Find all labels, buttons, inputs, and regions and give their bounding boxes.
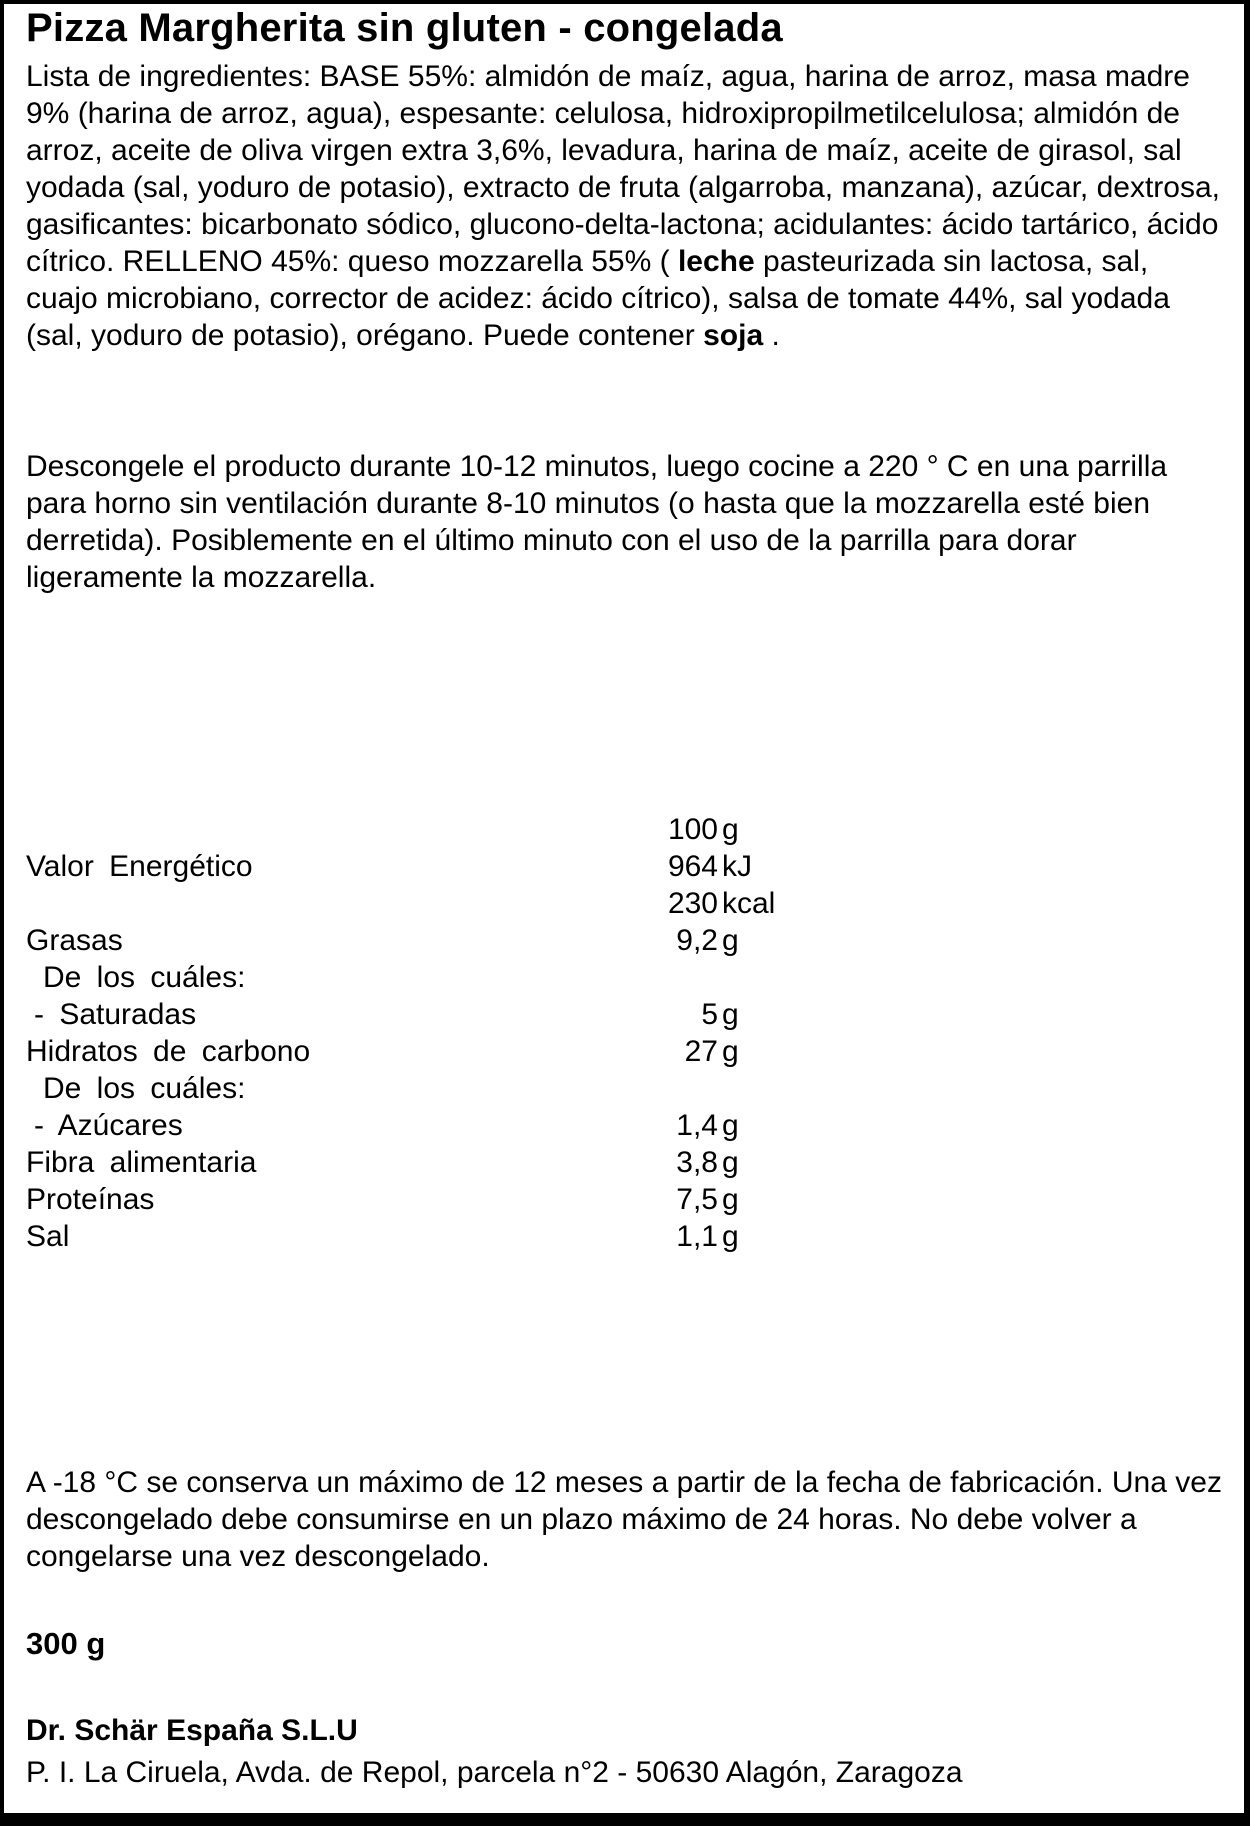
nutrition-value: 1,1: [676, 1220, 718, 1253]
nutrition-row: [26, 1218, 808, 1255]
product-title: Pizza Margherita sin gluten - congelada: [26, 6, 783, 50]
nutrition-unit: g: [722, 924, 739, 957]
nutrition-unit: g: [722, 813, 739, 846]
nutrition-row: [26, 1033, 808, 1070]
nutrition-row: [26, 922, 808, 959]
nutrition-unit: [718, 959, 808, 996]
ingredients-text-1: Lista de ingredientes: BASE 55%: almidón de maíz, agua, harina de arroz, masa madre 9% (harina de arroz, agua), espesante: celulosa, hidroxipropilmetilcelulosa; almidón de arroz, aceite de oliva virgen extra 3,6%, levadura, harina de maíz, aceite de girasol, sal yodada (sal, yoduro de potasio), extracto de fruta (algarroba, manzana), azúcar, dextrosa, gasificantes: bicarbonato sódico, glucono-delta-lactona; acidulantes: ácido tartárico, ácido cítrico. RELLENO 45%: queso mozzarella 55% (: [26, 60, 1220, 278]
nutrition-table: [26, 811, 808, 1255]
nutrition-row: [26, 959, 808, 996]
nutrition-value: 9,2: [676, 924, 718, 957]
nutrition-label: Valor Energético: [26, 850, 253, 883]
nutrition-value: [666, 959, 718, 996]
nutrition-row: [26, 1107, 808, 1144]
nutrition-row: [26, 1181, 808, 1218]
nutrition-label: Grasas: [26, 924, 123, 957]
nutrition-value: 1,4: [676, 1109, 718, 1142]
nutrition-label: - Saturadas: [34, 998, 197, 1031]
nutrition-label: Sal: [26, 1220, 70, 1253]
nutrition-value: 3,8: [676, 1146, 718, 1179]
nutrition-row: [26, 1070, 808, 1107]
nutrition-value: 7,5: [676, 1183, 718, 1216]
allergen-leche: leche: [677, 245, 755, 278]
ingredients-text-3: .: [763, 319, 780, 352]
nutrition-label: [26, 811, 666, 848]
nutrition-row: [26, 996, 808, 1033]
nutrition-label: [26, 885, 666, 922]
nutrition-label: Hidratos de carbono: [26, 1035, 311, 1068]
nutrition-unit: g: [722, 1035, 739, 1068]
net-weight: 300 g: [26, 1626, 106, 1661]
nutrition-unit: g: [722, 998, 739, 1031]
allergen-soja: soja: [703, 319, 764, 352]
nutrition-unit: g: [722, 1109, 739, 1142]
nutrition-label: Fibra alimentaria: [26, 1146, 257, 1179]
nutrition-value: 230: [667, 887, 718, 920]
nutrition-label: - Azúcares: [34, 1109, 183, 1142]
nutrition-label: Proteínas: [26, 1183, 155, 1216]
nutrition-unit: kJ: [722, 850, 752, 883]
nutrition-row: [26, 848, 808, 885]
nutrition-unit: [718, 1070, 808, 1107]
storage-instructions: A -18 °C se conserva un máximo de 12 meses a partir de la fecha de fabricación. Una vez descongelado debe consumirse en un plazo máximo de 24 horas. No debe volver a congelarse una vez descongelado.: [26, 1466, 1222, 1573]
ingredients-text-2: pasteurizada sin lactosa, sal, cuajo microbiano, corrector de acidez: ácido cítrico), salsa de tomate 44%, sal yodada (sal, yoduro de potasio), orégano. Puede contener: [26, 245, 1170, 352]
nutrition-value: 100: [667, 813, 718, 846]
nutrition-unit: g: [722, 1146, 739, 1179]
nutrition-label: De los cuáles:: [43, 961, 246, 994]
nutrition-value: 964: [667, 850, 718, 883]
ingredients-paragraph: [26, 58, 1228, 354]
manufacturer-name: Dr. Schär España S.L.U: [26, 1714, 358, 1747]
cooking-instructions: Descongele el producto durante 10-12 minutos, luego cocine a 220 ° C en una parrilla para horno sin ventilación durante 8-10 minutos (o hasta que la mozzarella esté bien derretida). Posiblemente en el último minuto con el uso de la parrilla para dorar ligeramente la mozzarella.: [26, 450, 1168, 594]
nutrition-row: [26, 1144, 808, 1181]
nutrition-unit: g: [722, 1220, 739, 1253]
nutrition-value: 5: [701, 998, 718, 1031]
nutrition-value: [666, 1070, 718, 1107]
nutrition-label: De los cuáles:: [43, 1072, 246, 1105]
nutrition-row: [26, 885, 808, 922]
nutrition-value: 27: [684, 1035, 718, 1068]
nutrition-unit: kcal: [722, 887, 776, 920]
nutrition-header-row: [26, 811, 808, 848]
manufacturer-address: P. I. La Ciruela, Avda. de Repol, parcela n°2 - 50630 Alagón, Zaragoza: [26, 1756, 963, 1789]
nutrition-unit: g: [722, 1183, 739, 1216]
